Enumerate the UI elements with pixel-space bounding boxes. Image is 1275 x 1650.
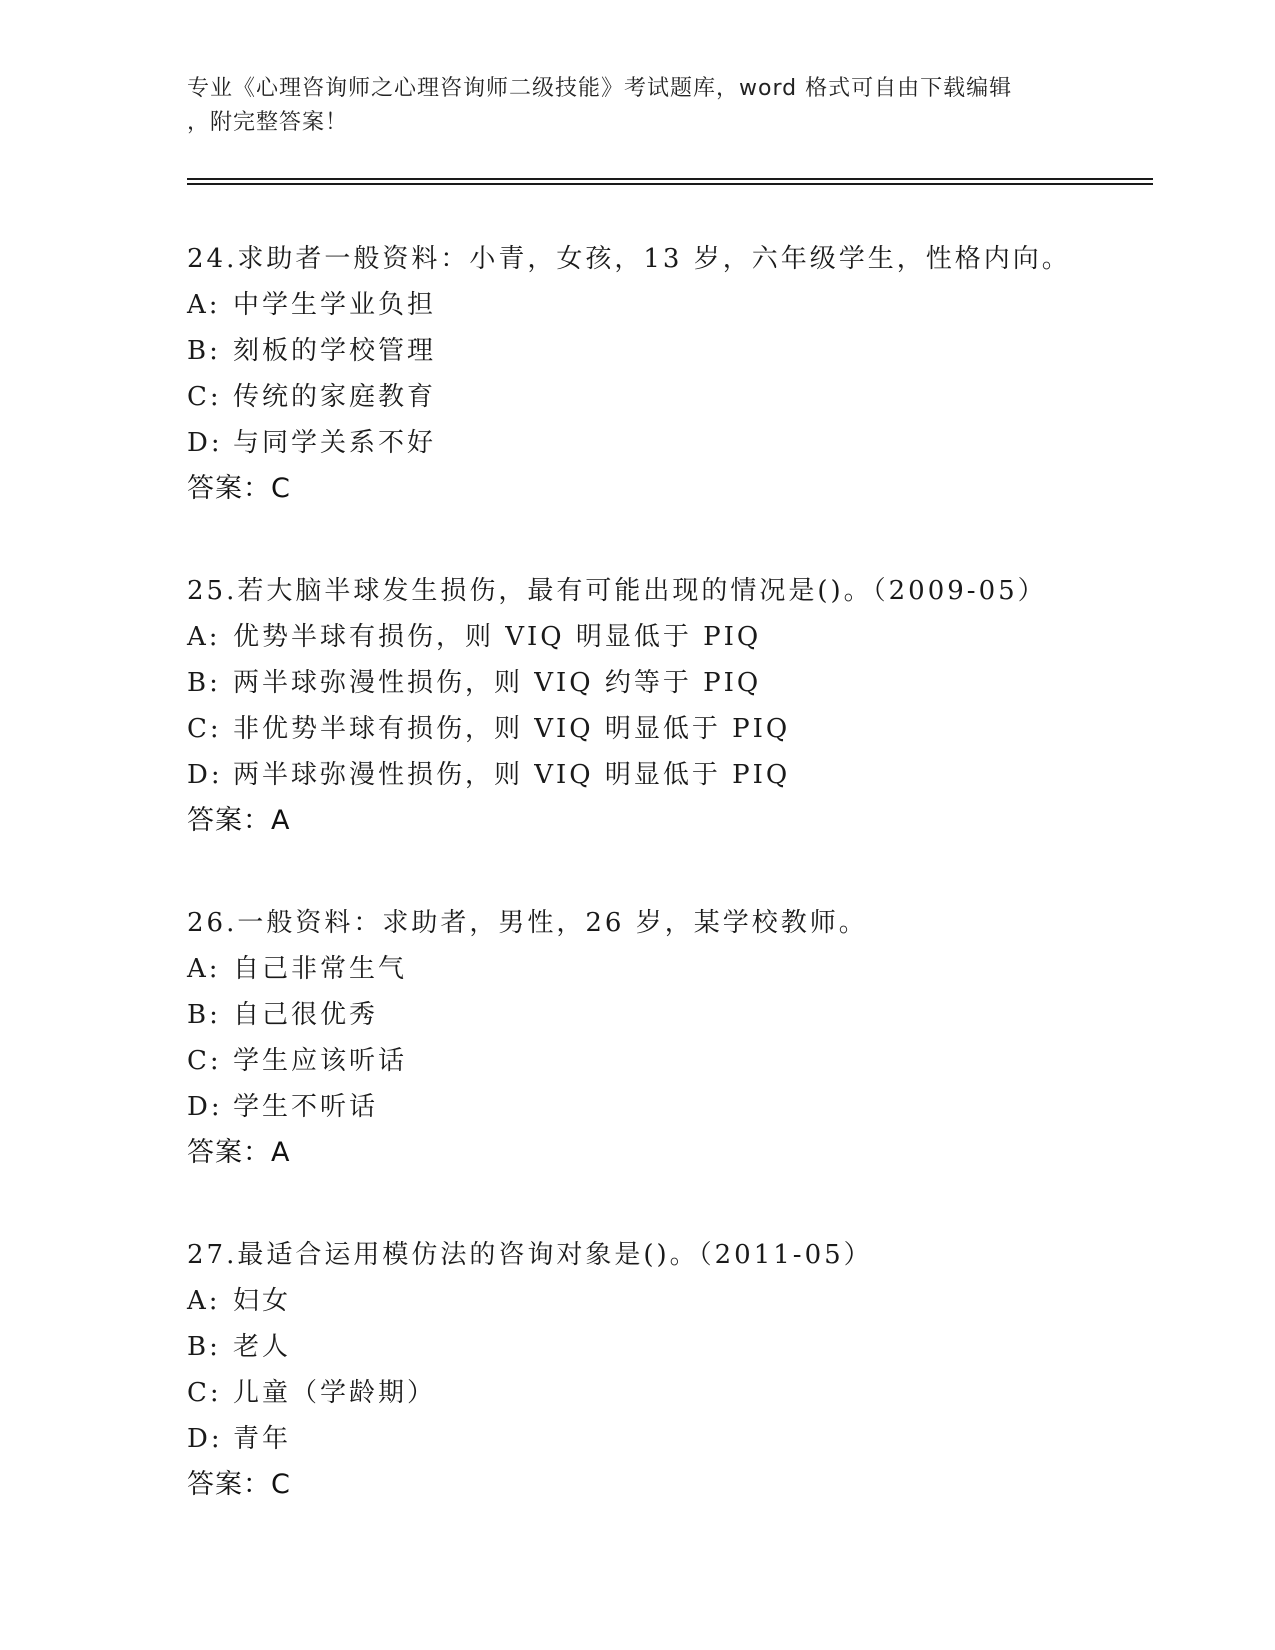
option-letter: C: [187, 714, 222, 744]
option-b [187, 992, 1147, 1038]
header-line-2: ，附完整答案！ [187, 110, 349, 135]
header-divider-top [187, 178, 1153, 180]
option-text: 两半球弥漫性损伤，则 VIQ 明显低于 PIQ [233, 760, 791, 790]
option-b [187, 1324, 1147, 1370]
option-letter: D: [187, 760, 223, 790]
option-letter: B: [187, 1332, 221, 1362]
question-24 [187, 236, 1147, 512]
answer-line: 答案：A [187, 805, 291, 836]
option-d [187, 1084, 1147, 1130]
question-27 [187, 1232, 1147, 1508]
option-letter: C: [187, 1378, 222, 1408]
option-letter: B: [187, 336, 221, 366]
option-a [187, 946, 1147, 992]
option-text: 传统的家庭教育 [233, 382, 437, 412]
option-d [187, 420, 1147, 466]
option-text: 儿童（学龄期） [233, 1378, 437, 1408]
option-letter: B: [187, 1000, 221, 1030]
option-a [187, 282, 1147, 328]
option-c [187, 706, 1147, 752]
option-text: 非优势半球有损伤，则 VIQ 明显低于 PIQ [233, 714, 791, 744]
option-text: 刻板的学校管理 [233, 336, 437, 366]
option-a [187, 614, 1147, 660]
option-text: 学生应该听话 [233, 1046, 408, 1076]
option-text: 自己非常生气 [233, 954, 408, 984]
question-stem: 24.求助者一般资料：小青，女孩，13 岁，六年级学生，性格内向。 [187, 244, 1071, 274]
option-text: 学生不听话 [233, 1092, 379, 1122]
option-letter: A: [187, 1286, 221, 1316]
option-text: 老人 [233, 1332, 292, 1362]
option-text: 自己很优秀 [233, 1000, 379, 1030]
header-line-1: 专业《心理咨询师之心理咨询师二级技能》考试题库，word 格式可自由下载编辑 [187, 76, 1013, 101]
option-b [187, 328, 1147, 374]
option-letter: D: [187, 1092, 223, 1122]
option-text: 优势半球有损伤，则 VIQ 明显低于 PIQ [233, 622, 762, 652]
option-letter: A: [187, 954, 221, 984]
header-divider-bottom [187, 183, 1153, 185]
option-c [187, 1038, 1147, 1084]
option-a [187, 1278, 1147, 1324]
question-stem: 27.最适合运用模仿法的咨询对象是()。（2011-05） [187, 1240, 873, 1270]
question-stem: 26.一般资料：求助者，男性，26 岁，某学校教师。 [187, 908, 868, 938]
option-d [187, 1416, 1147, 1462]
option-letter: A: [187, 622, 221, 652]
option-letter: D: [187, 1424, 223, 1454]
option-letter: A: [187, 290, 221, 320]
answer-line: 答案：A [187, 1137, 291, 1168]
option-text: 与同学关系不好 [233, 428, 437, 458]
document-header [187, 72, 1087, 140]
option-text: 妇女 [233, 1286, 292, 1316]
option-b [187, 660, 1147, 706]
option-letter: C: [187, 382, 222, 412]
option-c [187, 1370, 1147, 1416]
option-letter: C: [187, 1046, 222, 1076]
answer-line: 答案：C [187, 1469, 291, 1500]
question-25 [187, 568, 1147, 844]
option-d [187, 752, 1147, 798]
question-26 [187, 900, 1147, 1176]
option-c [187, 374, 1147, 420]
option-letter: D: [187, 428, 223, 458]
question-stem: 25.若大脑半球发生损伤，最有可能出现的情况是()。（2009-05） [187, 576, 1047, 606]
option-text: 两半球弥漫性损伤，则 VIQ 约等于 PIQ [233, 668, 762, 698]
answer-line: 答案：C [187, 473, 291, 504]
option-text: 中学生学业负担 [233, 290, 437, 320]
option-text: 青年 [233, 1424, 292, 1454]
question-list [187, 236, 1147, 1564]
option-letter: B: [187, 668, 221, 698]
